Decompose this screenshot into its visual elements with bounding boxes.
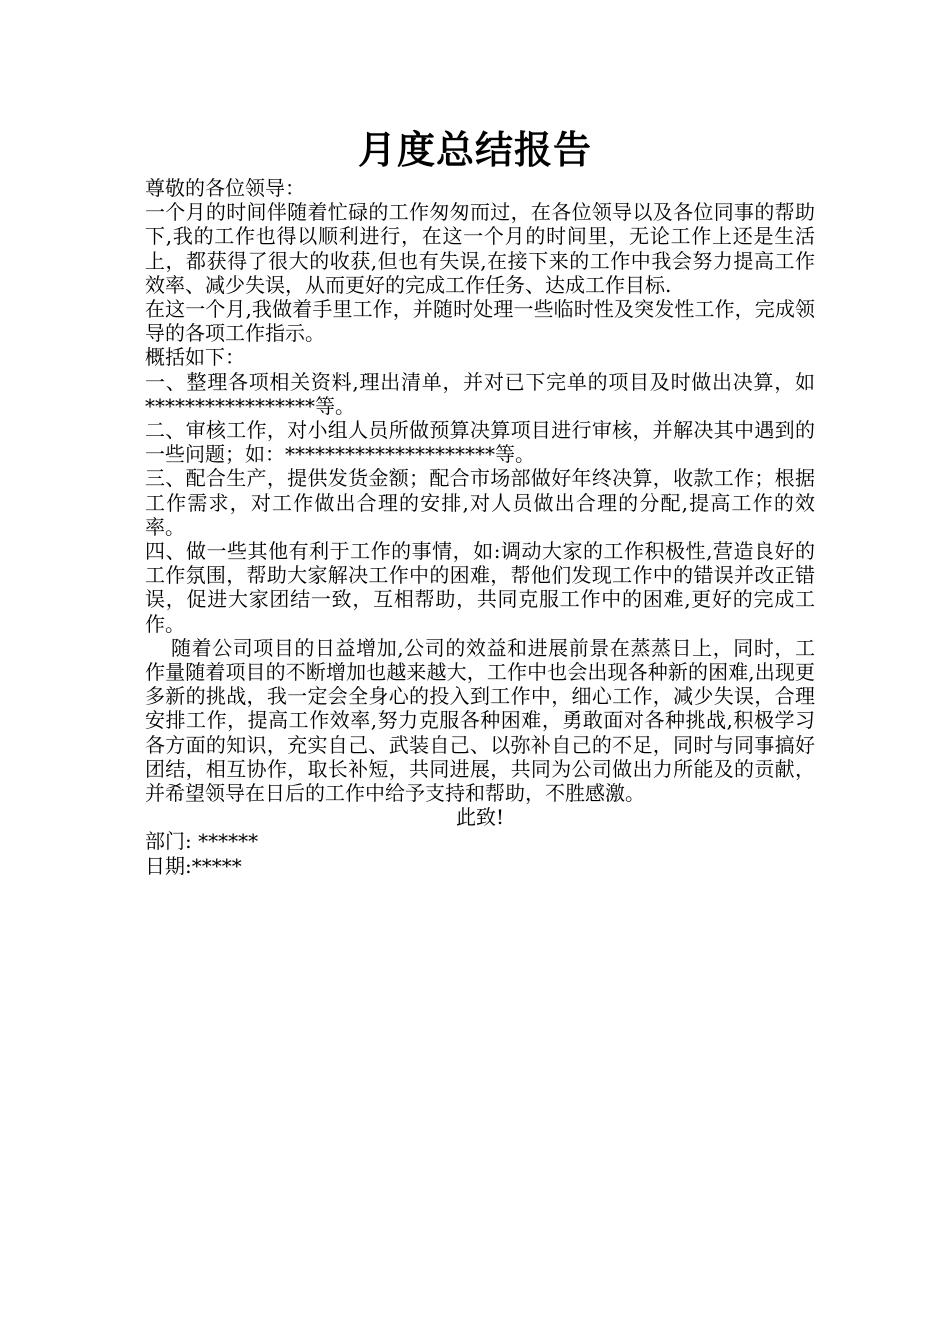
paragraph-summary-heading: 概括如下：	[145, 345, 245, 370]
closing-line: 此致!	[455, 805, 505, 830]
document-title: 月度总结报告	[357, 127, 592, 172]
paragraph-month-work: 在这一个月,我做着手里工作，并随时处理一些临时性及突发性工作，完成领导的各项工作指示。	[145, 297, 815, 346]
paragraph-item-3: 三、配合生产，提供发货金额；配合市场部做好年终决算，收款工作；根据工作需求，对工作做出合理的安排,对人员做出合理的分配,提高工作的效率。	[145, 466, 815, 539]
document-body	[145, 176, 815, 878]
paragraph-conclusion: 随着公司项目的日益增加,公司的效益和进展前景在蒸蒸日上，同时，工作量随着项目的不断增加也越来越大，工作中也会出现各种新的困难,出现更多新的挑战，我一定会全身心的投入到工作中，细心工作，减少失误，合理安排工作，提高工作效率,努力克服各种困难，勇敢面对各种挑战,积极学习各方面的知识，充实自己、武装自己、以弥补自己的不足，同时与同事搞好团结，相互协作，取长补短，共同进展，共同为公司做出力所能及的贡献，并希望领导在日后的工作中给予支持和帮助，不胜感激。	[145, 635, 815, 806]
paragraph-item-2: 二、审核工作，对小组人员所做预算决算项目进行审核，并解决其中遇到的一些问题；如：*********************等。	[145, 418, 815, 467]
paragraph-item-4: 四、做一些其他有利于工作的事情，如:调动大家的工作积极性,营造良好的工作氛围，帮助大家解决工作中的困难，帮他们发现工作中的错误并改正错误，促进大家团结一致，互相帮助，共同克服工作中的困难,更好的完成工作。	[145, 539, 815, 636]
department-line: 部门: ******	[145, 829, 259, 854]
date-line: 日期:*****	[145, 853, 242, 878]
paragraph-intro: 一个月的时间伴随着忙碌的工作匆匆而过，在各位领导以及各位同事的帮助下,我的工作也得以顺利进行，在这一个月的时间里，无论工作上还是生活上，都获得了很大的收获,但也有失误,在接下来的工作中我会努力提高工作效率、减少失误，从而更好的完成工作任务、达成工作目标.	[145, 200, 815, 297]
salutation: 尊敬的各位领导：	[145, 176, 305, 200]
paragraph-item-1: 一、整理各项相关资料,理出清单，并对已下完单的项目及时做出决算，如*****************等。	[145, 369, 815, 418]
